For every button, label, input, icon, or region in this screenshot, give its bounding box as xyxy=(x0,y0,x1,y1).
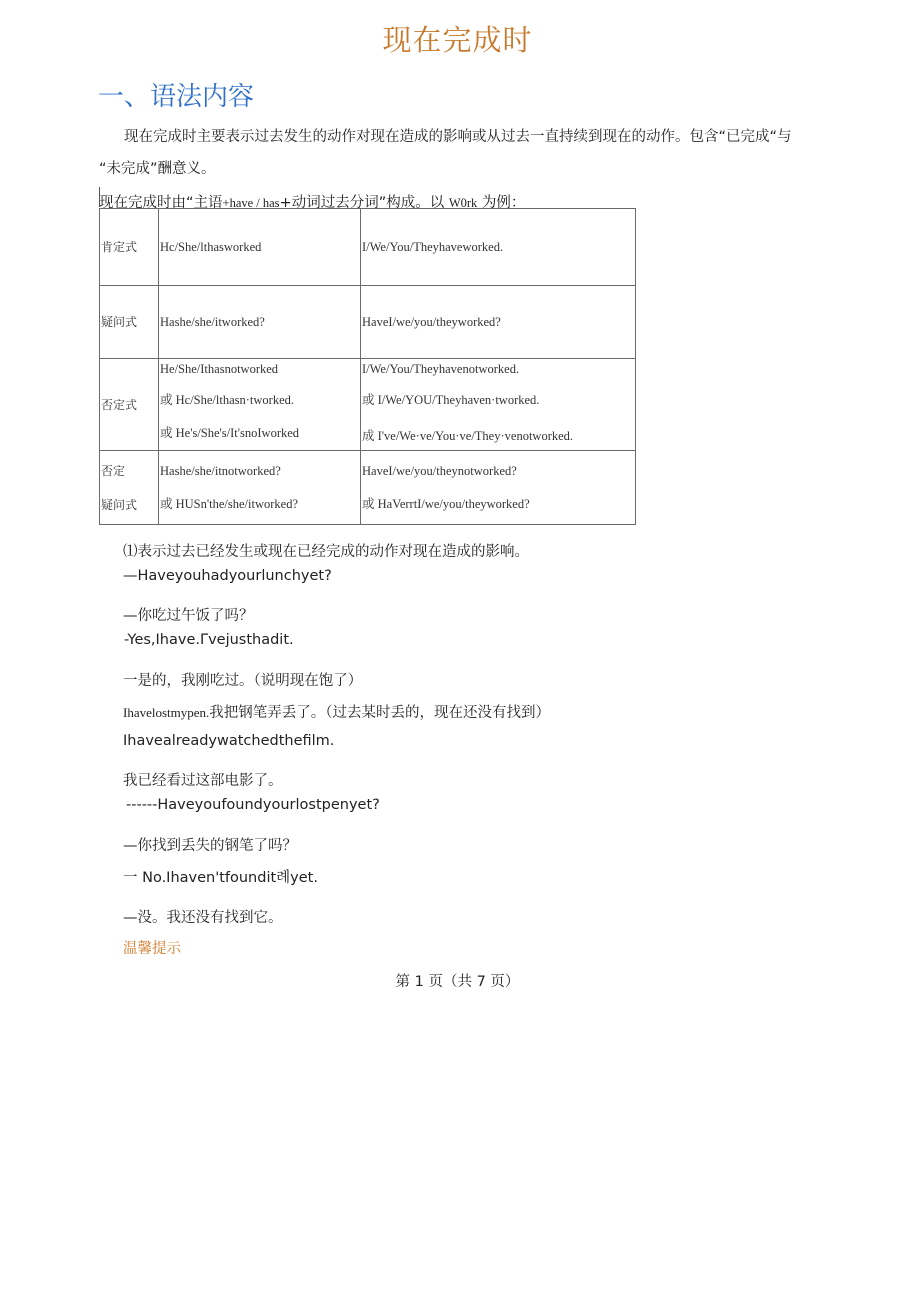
conjugation-table xyxy=(99,208,636,525)
structure-part-1: 现在完成时由“主语 xyxy=(99,195,223,211)
tip-link[interactable]: 温馨提示 xyxy=(123,941,181,957)
example-1-zh: —你吃过午饭了吗？ xyxy=(123,608,254,624)
row-cell-he-she-it: Hashe/she/itnotworked? 或 HUSn'the/she/itworked? xyxy=(159,451,361,525)
example-4-en: Ihavealreadywatchedthefilm. xyxy=(123,733,335,749)
example-5-zh: —你找到丢失的钢笔了吗？ xyxy=(123,838,297,854)
intro-line-1: 现在完成时主要表示过去发生的动作对现在造成的影响或从过去一直持续到现在的动作。包含“已完成“与 xyxy=(124,129,792,145)
example-3-zh: 我把钢笔弄丢了。（过去某时丢的，现在还没有找到） xyxy=(209,705,551,721)
usage-point-1: ⑴表示过去已经发生或现在已经完成的动作对现在造成的影响。 xyxy=(123,544,529,560)
table-row xyxy=(100,209,636,286)
row-label: 疑问式 xyxy=(100,286,159,359)
structure-part-4: W0rk xyxy=(448,196,478,210)
intro-line-2: “未完成”酬意义。 xyxy=(99,161,216,177)
example-3-en: Ihavelostmypen. xyxy=(123,705,210,720)
row-cell-i-we-you-they: HaveI/we/you/theynotworked? 或 HaVerrtI/we/you/theyworked? xyxy=(361,451,636,525)
structure-part-3: +动词过去分词”构成。以 xyxy=(279,195,445,211)
row-cell-he-she-it: Hashe/she/itworked? xyxy=(159,286,361,359)
table-row xyxy=(100,286,636,359)
example-2-zh: 一是的，我刚吃过。（说明现在饱了） xyxy=(123,673,363,689)
row-label: 否定式 xyxy=(100,359,159,451)
example-6-en: 一 No.Ihaven'tfoundit례yet. xyxy=(123,870,318,886)
table-row xyxy=(100,451,636,525)
example-2-en: -Yes,Ihave.Γvejusthadit. xyxy=(124,632,294,648)
section-heading: 一、语法内容 xyxy=(98,82,255,112)
example-1-en: —Haveyouhadyourlunchyet? xyxy=(123,568,332,584)
structure-part-5: 为例： xyxy=(481,195,526,211)
row-cell-he-she-it: He/She/Ithasnotworked 或 Hc/She/lthasn·tworked. 或 He's/She's/It'snoIworked xyxy=(159,359,361,451)
example-5-en: ------Haveyoufoundyourlostpenyet? xyxy=(126,797,380,813)
row-cell-i-we-you-they: HaveI/we/you/theyworked? xyxy=(361,286,636,359)
table-row xyxy=(100,359,636,451)
page-footer: 第 1 页（共 7 页） xyxy=(395,974,520,990)
page-title: 现在完成时 xyxy=(382,23,533,57)
example-4-zh: 我已经看过这部电影了。 xyxy=(123,773,283,789)
structure-part-2: +have / has xyxy=(222,196,280,210)
row-cell-i-we-you-they: I/We/You/Theyhavenotworked. 或 I/We/YOU/Theyhaven·tworked. 成 I've/We·ve/You·ve/They·venotworked. xyxy=(361,359,636,451)
example-6-zh: —没。我还没有找到它。 xyxy=(123,910,283,926)
row-label: 否定 疑问式 xyxy=(100,451,159,525)
row-label: 肯定式 xyxy=(100,209,159,286)
row-cell-i-we-you-they: I/We/You/Theyhaveworked. xyxy=(361,209,636,286)
example-3-line xyxy=(123,701,550,722)
row-cell-he-she-it: Hc/She/lthasworked xyxy=(159,209,361,286)
